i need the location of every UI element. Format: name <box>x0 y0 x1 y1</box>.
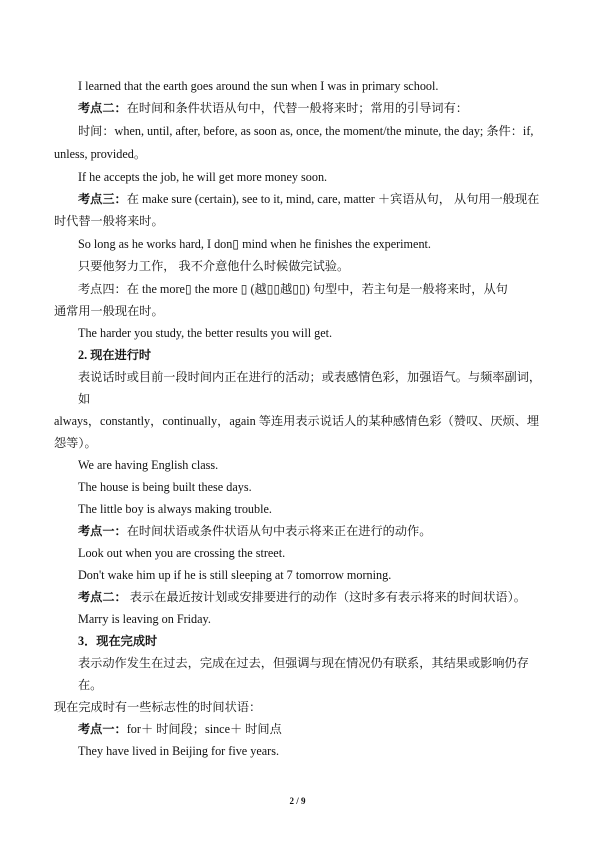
example-sentence: We are having English class. <box>78 458 219 472</box>
body-text: 表说话时或目前一段时间内正在进行的活动；或表感情色彩，加强语气。与频率副词， <box>78 370 542 384</box>
point-label: 考点一： <box>78 524 127 538</box>
section-heading: 2. 现在进行时 <box>78 348 152 362</box>
point-label: 考点二： <box>78 101 127 115</box>
point-text: 在时间和条件状语从句中，代替一般将来时；常用的引导词有： <box>126 101 468 115</box>
example-sentence: So long as he works hard, I don▯ mind when he finishes the experiment. <box>78 237 431 251</box>
body-text: unless, provided。 <box>54 147 147 161</box>
body-text: 通常用一般现在时。 <box>54 304 164 318</box>
point-label: 考点二： <box>78 590 127 604</box>
body-text: 如 <box>78 392 91 406</box>
body-text: 现在完成时有一些标志性的时间状语： <box>54 700 262 714</box>
point-heading <box>78 100 468 116</box>
page-number: 2 / 9 <box>289 796 306 806</box>
point-text: 在时间状语或条件状语从句中表示将来正在进行的动作。 <box>126 524 432 538</box>
point-text: 表示在最近按计划或安排要进行的动作（这时多有表示将来的时间状语）。 <box>126 590 526 604</box>
example-sentence: If he accepts the job, he will get more money soon. <box>78 170 328 184</box>
example-sentence: Don't wake him up if he is still sleeping at 7 tomorrow morning. <box>78 568 392 582</box>
body-text: 在。 <box>78 678 103 692</box>
point-heading <box>78 721 282 737</box>
point-heading <box>78 523 431 539</box>
example-sentence: I learned that the earth goes around the sun when I was in primary school. <box>78 79 439 93</box>
point-label: 考点一： <box>78 722 127 736</box>
point-heading <box>78 589 526 605</box>
example-sentence: The house is being built these days. <box>78 480 252 494</box>
point-heading: 考点四：在 the more▯ the more ▯ (越▯▯越▯▯) 句型中，若主句是一般将来时，从句 <box>78 282 508 296</box>
point-text: for＋ 时间段；since＋ 时间点 <box>126 722 282 736</box>
body-text: 表示动作发生在过去，完成在过去，但强调与现在情况仍有联系，其结果或影响仍存 <box>78 656 529 670</box>
example-sentence: Look out when you are crossing the street. <box>78 546 286 560</box>
point-text: 在 make sure (certain), see to it, mind, care, matter ＋宾语从句， 从句用一般现在 <box>126 192 540 206</box>
example-sentence: Marry is leaving on Friday. <box>78 612 211 626</box>
example-sentence: They have lived in Beijing for five years. <box>78 744 280 758</box>
body-text: 怨等）。 <box>54 436 97 450</box>
point-label: 考点三： <box>78 192 127 206</box>
example-sentence: The little boy is always making trouble. <box>78 502 272 516</box>
point-heading <box>78 191 539 207</box>
body-text: 时代替一般将来时。 <box>54 214 164 228</box>
example-sentence: The harder you study, the better results you will get. <box>78 326 333 340</box>
section-heading: 3．现在完成时 <box>78 634 158 648</box>
body-text: 时间：when, until, after, before, as soon as, once, the moment/the minute, the day; 条件：if, <box>78 124 534 138</box>
body-text: always，constantly，continually，again 等连用表示说话人的某种感情色彩（赞叹、厌烦、埋 <box>54 414 540 428</box>
translation-text: 只要他努力工作， 我不介意他什么时候做完试验。 <box>78 259 350 273</box>
